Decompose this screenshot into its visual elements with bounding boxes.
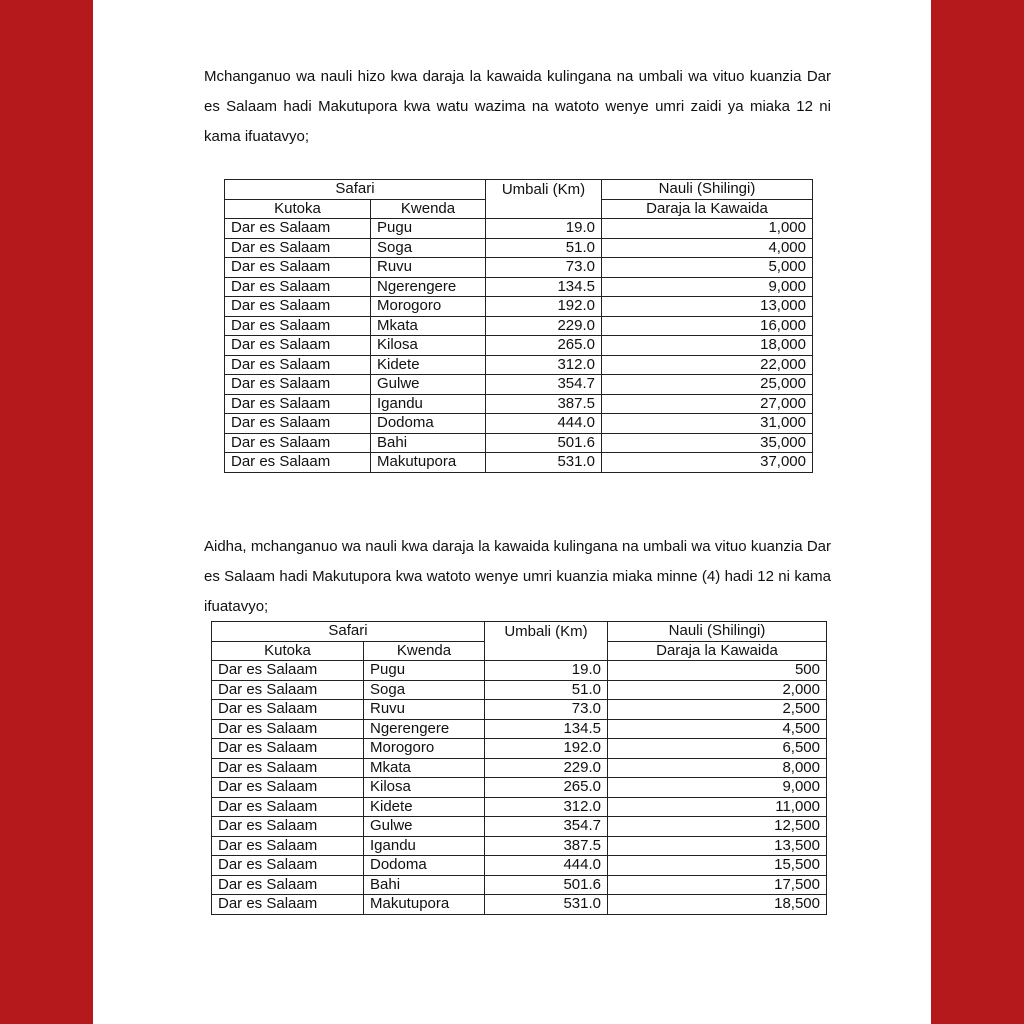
cell-umbali: 444.0 [486, 414, 602, 434]
table-row [212, 700, 827, 720]
cell-nauli: 9,000 [608, 778, 827, 798]
cell-umbali: 229.0 [486, 316, 602, 336]
cell-nauli: 16,000 [602, 316, 813, 336]
cell-kutoka: Dar es Salaam [225, 355, 371, 375]
table-row [225, 394, 813, 414]
cell-nauli: 1,000 [602, 219, 813, 239]
cell-nauli: 35,000 [602, 433, 813, 453]
cell-kwenda: Pugu [371, 219, 486, 239]
cell-kutoka: Dar es Salaam [212, 661, 364, 681]
cell-nauli: 12,500 [608, 817, 827, 837]
cell-umbali: 312.0 [486, 355, 602, 375]
cell-nauli: 13,000 [602, 297, 813, 317]
cell-kutoka: Dar es Salaam [225, 258, 371, 278]
cell-umbali: 134.5 [485, 719, 608, 739]
cell-kwenda: Igandu [364, 836, 485, 856]
cell-kutoka: Dar es Salaam [225, 336, 371, 356]
table-row [212, 739, 827, 759]
cell-kwenda: Bahi [371, 433, 486, 453]
table-row [212, 836, 827, 856]
cell-umbali: 192.0 [485, 739, 608, 759]
cell-kutoka: Dar es Salaam [212, 778, 364, 798]
cell-nauli: 17,500 [608, 875, 827, 895]
cell-umbali: 354.7 [486, 375, 602, 395]
header-kutoka: Kutoka [225, 199, 371, 219]
cell-nauli: 18,000 [602, 336, 813, 356]
document-page [93, 0, 931, 1024]
cell-kwenda: Igandu [371, 394, 486, 414]
table-row [225, 453, 813, 473]
header-umbali: Umbali (Km) [486, 180, 602, 219]
header-nauli: Nauli (Shilingi) [608, 622, 827, 642]
header-safari: Safari [225, 180, 486, 200]
table-row [212, 719, 827, 739]
cell-umbali: 229.0 [485, 758, 608, 778]
cell-umbali: 531.0 [486, 453, 602, 473]
cell-kwenda: Gulwe [371, 375, 486, 395]
cell-nauli: 31,000 [602, 414, 813, 434]
cell-kwenda: Ngerengere [371, 277, 486, 297]
cell-umbali: 354.7 [485, 817, 608, 837]
cell-kwenda: Soga [371, 238, 486, 258]
cell-kwenda: Gulwe [364, 817, 485, 837]
cell-kwenda: Mkata [371, 316, 486, 336]
table-row [225, 414, 813, 434]
table-row [212, 661, 827, 681]
cell-kutoka: Dar es Salaam [225, 433, 371, 453]
table-row [212, 856, 827, 876]
cell-nauli: 4,000 [602, 238, 813, 258]
table-row [212, 797, 827, 817]
cell-kwenda: Kilosa [371, 336, 486, 356]
cell-nauli: 18,500 [608, 895, 827, 915]
cell-kutoka: Dar es Salaam [225, 453, 371, 473]
cell-kwenda: Mkata [364, 758, 485, 778]
table-row [225, 219, 813, 239]
cell-umbali: 192.0 [486, 297, 602, 317]
cell-kwenda: Dodoma [364, 856, 485, 876]
header-daraja: Daraja la Kawaida [608, 641, 827, 661]
cell-kwenda: Dodoma [371, 414, 486, 434]
cell-kwenda: Makutupora [364, 895, 485, 915]
header-nauli: Nauli (Shilingi) [602, 180, 813, 200]
cell-kutoka: Dar es Salaam [212, 895, 364, 915]
table-row [212, 778, 827, 798]
cell-umbali: 501.6 [485, 875, 608, 895]
cell-kutoka: Dar es Salaam [212, 836, 364, 856]
intro-paragraph-children: Aidha, mchanganuo wa nauli kwa daraja la kawaida kulingana na umbali wa vituo kuanzia Dar es Salaam hadi Makutupora kwa watoto wenye umri kuanzia miaka minne (4) hadi 12 ni kama ifuatavyo; [204, 538, 831, 615]
cell-umbali: 387.5 [485, 836, 608, 856]
cell-kutoka: Dar es Salaam [225, 394, 371, 414]
table-row [225, 258, 813, 278]
cell-kutoka: Dar es Salaam [212, 680, 364, 700]
cell-umbali: 134.5 [486, 277, 602, 297]
cell-nauli: 22,000 [602, 355, 813, 375]
cell-kutoka: Dar es Salaam [225, 297, 371, 317]
cell-kutoka: Dar es Salaam [225, 277, 371, 297]
cell-kutoka: Dar es Salaam [212, 700, 364, 720]
cell-kutoka: Dar es Salaam [212, 856, 364, 876]
cell-kutoka: Dar es Salaam [225, 219, 371, 239]
cell-kwenda: Kidete [371, 355, 486, 375]
cell-kwenda: Soga [364, 680, 485, 700]
cell-kutoka: Dar es Salaam [212, 817, 364, 837]
table-row [225, 316, 813, 336]
cell-umbali: 265.0 [485, 778, 608, 798]
cell-nauli: 2,500 [608, 700, 827, 720]
cell-nauli: 13,500 [608, 836, 827, 856]
cell-nauli: 2,000 [608, 680, 827, 700]
cell-kutoka: Dar es Salaam [212, 797, 364, 817]
cell-nauli: 6,500 [608, 739, 827, 759]
cell-kwenda: Morogoro [364, 739, 485, 759]
cell-umbali: 19.0 [486, 219, 602, 239]
cell-nauli: 11,000 [608, 797, 827, 817]
fare-table-children [211, 621, 827, 915]
header-kutoka: Kutoka [212, 641, 364, 661]
cell-kwenda: Ruvu [371, 258, 486, 278]
cell-kutoka: Dar es Salaam [225, 375, 371, 395]
header-umbali: Umbali (Km) [485, 622, 608, 661]
cell-kutoka: Dar es Salaam [225, 238, 371, 258]
cell-nauli: 37,000 [602, 453, 813, 473]
table-row [212, 758, 827, 778]
header-daraja: Daraja la Kawaida [602, 199, 813, 219]
table-row [225, 355, 813, 375]
cell-kwenda: Pugu [364, 661, 485, 681]
table-header-row [212, 622, 827, 642]
cell-kwenda: Makutupora [371, 453, 486, 473]
fare-table-adults-body [225, 219, 813, 473]
table-row [225, 238, 813, 258]
table-row [225, 277, 813, 297]
cell-kutoka: Dar es Salaam [212, 719, 364, 739]
cell-nauli: 15,500 [608, 856, 827, 876]
cell-umbali: 19.0 [485, 661, 608, 681]
cell-nauli: 500 [608, 661, 827, 681]
cell-umbali: 51.0 [485, 680, 608, 700]
cell-umbali: 531.0 [485, 895, 608, 915]
table-row [212, 875, 827, 895]
cell-umbali: 265.0 [486, 336, 602, 356]
cell-nauli: 8,000 [608, 758, 827, 778]
table-header-row [225, 180, 813, 200]
cell-umbali: 312.0 [485, 797, 608, 817]
cell-nauli: 9,000 [602, 277, 813, 297]
header-kwenda: Kwenda [364, 641, 485, 661]
intro-paragraph-adults: Mchanganuo wa nauli hizo kwa daraja la kawaida kulingana na umbali wa vituo kuanzia Dar es Salaam hadi Makutupora kwa watu wazima na watoto wenye umri zaidi ya miaka 12 ni kama ifuatavyo; [204, 68, 831, 145]
header-safari: Safari [212, 622, 485, 642]
cell-kutoka: Dar es Salaam [225, 316, 371, 336]
cell-kwenda: Ruvu [364, 700, 485, 720]
fare-table-adults [224, 179, 813, 473]
table-row [212, 817, 827, 837]
cell-nauli: 4,500 [608, 719, 827, 739]
cell-kutoka: Dar es Salaam [212, 875, 364, 895]
cell-kwenda: Kidete [364, 797, 485, 817]
cell-umbali: 387.5 [486, 394, 602, 414]
table-row [225, 297, 813, 317]
cell-nauli: 25,000 [602, 375, 813, 395]
table-row [225, 433, 813, 453]
cell-nauli: 5,000 [602, 258, 813, 278]
cell-kwenda: Bahi [364, 875, 485, 895]
cell-nauli: 27,000 [602, 394, 813, 414]
cell-umbali: 73.0 [486, 258, 602, 278]
table-row [212, 680, 827, 700]
cell-umbali: 73.0 [485, 700, 608, 720]
cell-umbali: 51.0 [486, 238, 602, 258]
header-kwenda: Kwenda [371, 199, 486, 219]
table-row [225, 375, 813, 395]
cell-kutoka: Dar es Salaam [212, 758, 364, 778]
cell-kwenda: Ngerengere [364, 719, 485, 739]
cell-umbali: 444.0 [485, 856, 608, 876]
fare-table-children-body [212, 661, 827, 915]
table-row [212, 895, 827, 915]
table-row [225, 336, 813, 356]
cell-umbali: 501.6 [486, 433, 602, 453]
cell-kutoka: Dar es Salaam [225, 414, 371, 434]
cell-kwenda: Kilosa [364, 778, 485, 798]
cell-kwenda: Morogoro [371, 297, 486, 317]
cell-kutoka: Dar es Salaam [212, 739, 364, 759]
